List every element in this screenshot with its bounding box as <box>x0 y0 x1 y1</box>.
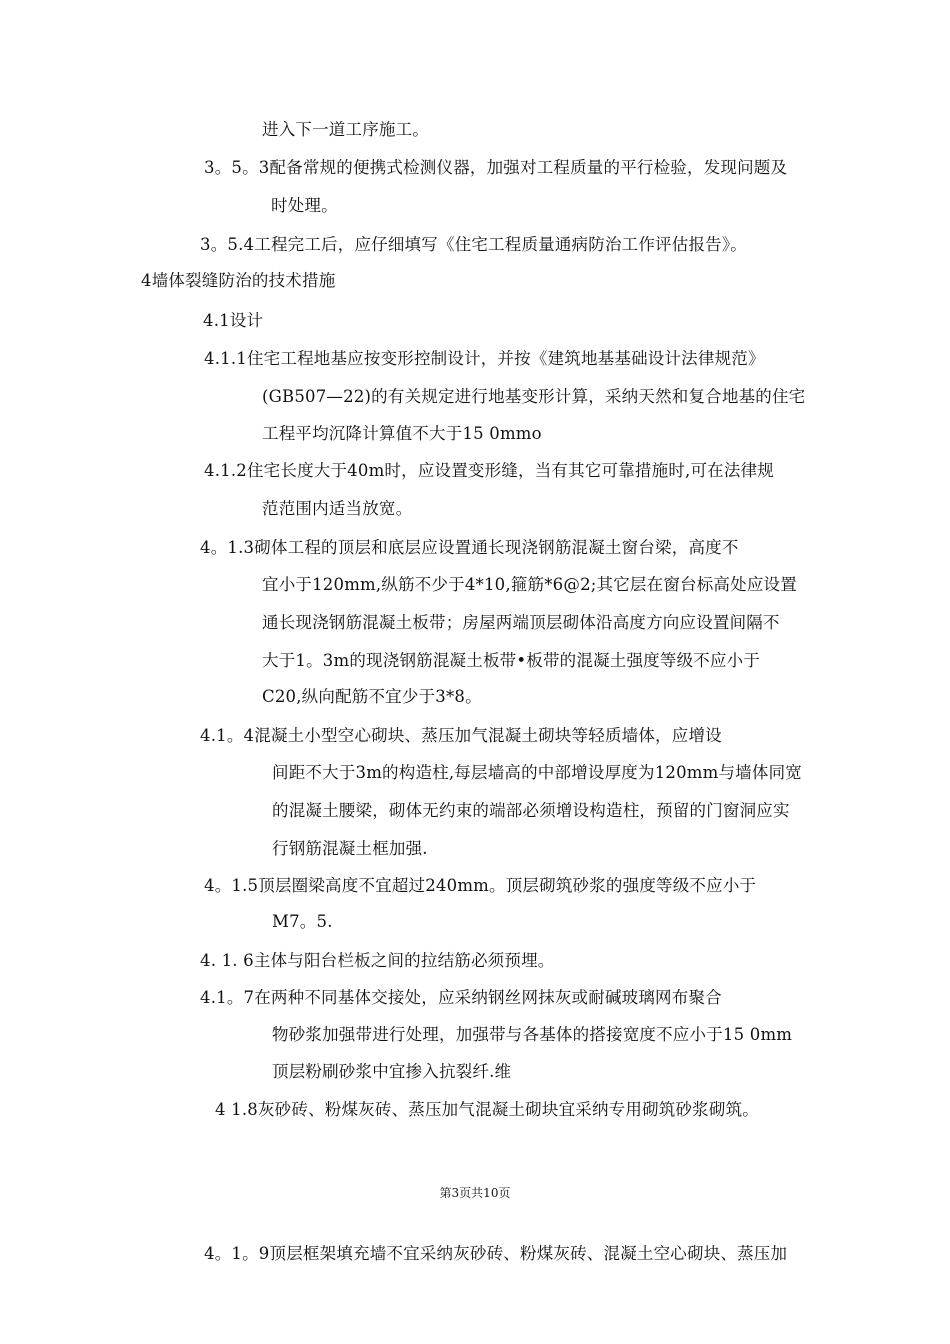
text-line: 4。1.3砌体工程的顶层和底层应设置通长现浇钢筋混凝土窗台梁，高度不 <box>200 538 739 557</box>
text-line: 4 1.8灰砂砖、粉煤灰砖、蒸压加气混凝土砌块宜采纳专用砌筑砂浆砌筑。 <box>215 1100 759 1119</box>
text-line: 4. 1. 6主体与阳台栏板之间的拉结筋必须预埋。 <box>200 951 555 970</box>
text-line: 4.1.1住宅工程地基应按变形控制设计，并按《建筑地基基础设计法律规范》 <box>204 349 765 368</box>
text-line: 宜小于120mm,纵筋不少于4*10,箍筋*6@2;其它层在窗台标高处应设置 <box>262 575 797 594</box>
text-line: 间距不大于3m的构造柱,每层墙高的中部增设厚度为120mm与墙体同宽 <box>272 763 802 782</box>
text-line: 4.1。4混凝土小型空心砌块、蒸压加气混凝土砌块等轻质墙体，应增设 <box>200 726 722 745</box>
text-line: 进入下一道工序施工。 <box>262 120 429 139</box>
text-line: 的混凝土腰梁，砌体无约束的端部必须增设构造柱，预留的门窗洞应实 <box>272 801 790 820</box>
subsection-heading: 4.1设计 <box>203 311 264 330</box>
text-line: 范范围内适当放宽。 <box>262 499 413 518</box>
text-line: 顶层粉刷砂浆中宜掺入抗裂纤.维 <box>272 1062 512 1081</box>
text-line: (GB507—22)的有关规定进行地基变形计算，采纳天然和复合地基的住宅 <box>262 387 806 406</box>
page-footer: 第3页共10页 <box>439 1186 511 1200</box>
text-line: 4。1。9顶层框架填充墙不宜采纳灰砂砖、粉煤灰砖、混凝土空心砌块、蒸压加 <box>204 1244 788 1263</box>
text-line: 4.1。7在两种不同基体交接处，应采纳钢丝网抹灰或耐碱玻璃网布聚合 <box>200 988 722 1007</box>
text-line: 4。1.5顶层圈梁高度不宜超过240mm。顶层砌筑砂浆的强度等级不应小于 <box>204 876 757 895</box>
text-line: M7。5. <box>272 912 333 931</box>
text-line: 行钢筋混凝土框加强. <box>272 839 428 858</box>
text-line: 时处理。 <box>271 196 338 215</box>
text-line: 工程平均沉降计算值不大于15 0mmo <box>262 424 542 443</box>
section-heading: 4墙体裂缝防治的技术措施 <box>141 271 336 290</box>
text-line: 物砂浆加强带进行处理，加强带与各基体的搭接宽度不应小于15 0mm <box>272 1025 793 1044</box>
text-line: 3。5.4工程完工后，应仔细填写《住宅工程质量通病防治工作评估报告》。 <box>200 235 747 254</box>
text-line: 3。5。3配备常规的便携式检测仪器，加强对工程质量的平行检验，发现问题及 <box>204 158 788 177</box>
text-line: C20,纵向配筋不宜少于3*8。 <box>262 687 482 706</box>
text-line: 4.1.2住宅长度大于40m时，应设置变形缝，当有其它可靠措施时,可在法律规 <box>204 461 774 480</box>
text-line: 大于1。3m的现浇钢筋混凝土板带•板带的混凝土强度等级不应小于 <box>262 651 761 670</box>
text-line: 通长现浇钢筋混凝土板带；房屋两端顶层砌体沿高度方向应设置间隔不 <box>262 613 780 632</box>
